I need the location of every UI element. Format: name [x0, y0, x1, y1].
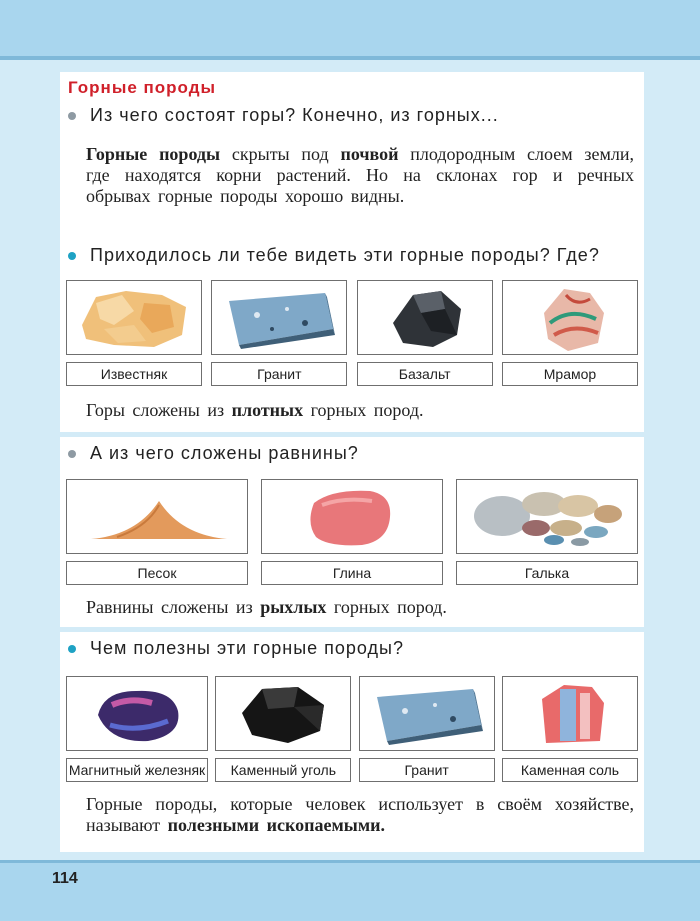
marble-rock-icon [502, 280, 638, 355]
paragraph-text: Горы сложены из [86, 400, 232, 420]
rock-label: Глина [261, 561, 443, 585]
paragraph-text: горных пород. [303, 400, 424, 420]
rock-card-pebbles [456, 479, 638, 585]
question-2-text: Приходилось ли тебе видеть эти горные породы? Где? [90, 245, 600, 265]
bullet-icon [68, 112, 76, 120]
bottom-edge [0, 860, 700, 863]
rock-card-clay [261, 479, 443, 585]
rock-card-sand [66, 479, 248, 585]
paragraph-minerals [86, 794, 634, 836]
paragraph-plains [86, 597, 634, 618]
section-heading: Горные породы [68, 78, 217, 97]
paragraph-text: Горные породы, которые человек использует в своём хозяйстве, называют [86, 794, 634, 835]
rock-row-plains [66, 479, 638, 585]
question-2 [68, 245, 600, 266]
panel-useful [60, 632, 644, 852]
question-4-text: Чем полезны эти горные породы? [90, 638, 405, 658]
panel-plains [60, 437, 644, 627]
rock-label: Гранит [211, 362, 347, 386]
paragraph-text: скрыты под [220, 144, 341, 164]
rock-row-useful [66, 676, 638, 782]
granite-rock-icon [359, 676, 495, 751]
rock-card-granite-2 [359, 676, 495, 782]
rock-label: Мрамор [502, 362, 638, 386]
paragraph-text: горных пород. [326, 597, 447, 617]
paragraph-text: Равнины сложены из [86, 597, 261, 617]
page-number: 114 [52, 870, 78, 887]
question-3 [68, 443, 359, 464]
coal-rock-icon [215, 676, 351, 751]
rock-card-salt [502, 676, 638, 782]
rock-label: Гранит [359, 758, 495, 782]
rock-card-basalt [357, 280, 493, 386]
clay-lump-icon [261, 479, 443, 554]
rock-card-coal [215, 676, 351, 782]
paragraph-mountains [86, 400, 634, 421]
question-3-text: А из чего сложены равнины? [90, 443, 359, 463]
sand-pile-icon [66, 479, 248, 554]
rock-salt-icon [502, 676, 638, 751]
rock-label: Галька [456, 561, 638, 585]
paragraph-rocks-intro [86, 144, 634, 207]
panel-mountains [60, 72, 644, 432]
top-band [0, 0, 700, 58]
paragraph-text: плодородным слоем земли, где находятся корни растений. Но на склонах гор и речных обрывах горные породы хорошо видны. [86, 144, 634, 206]
bullet-icon [68, 645, 76, 653]
limestone-rock-icon [66, 280, 202, 355]
rock-row-mountains [66, 280, 638, 386]
rock-label: Магнитный железняк [66, 758, 208, 782]
question-1-text: Из чего состоят горы? Конечно, из горных... [90, 105, 499, 125]
granite-rock-icon [211, 280, 347, 355]
magnetite-rock-icon [66, 676, 208, 751]
bullet-icon [68, 252, 76, 260]
term-soil: почвой [340, 144, 399, 164]
rock-label: Известняк [66, 362, 202, 386]
rock-card-marble [502, 280, 638, 386]
rock-card-magnetite [66, 676, 208, 782]
rock-label: Каменная соль [502, 758, 638, 782]
rock-card-granite [211, 280, 347, 386]
rock-label: Песок [66, 561, 248, 585]
bullet-icon [68, 450, 76, 458]
rock-label: Базальт [357, 362, 493, 386]
term-minerals: полезными ископаемыми. [167, 815, 385, 835]
basalt-rock-icon [357, 280, 493, 355]
pebbles-icon [456, 479, 638, 554]
question-4 [68, 638, 404, 659]
textbook-page [0, 60, 700, 863]
term-loose: рыхлых [260, 597, 327, 617]
rock-label: Каменный уголь [215, 758, 351, 782]
rock-card-limestone [66, 280, 202, 386]
question-1 [68, 105, 499, 126]
term-rocks: Горные породы [86, 144, 221, 164]
term-dense: плотных [231, 400, 304, 420]
